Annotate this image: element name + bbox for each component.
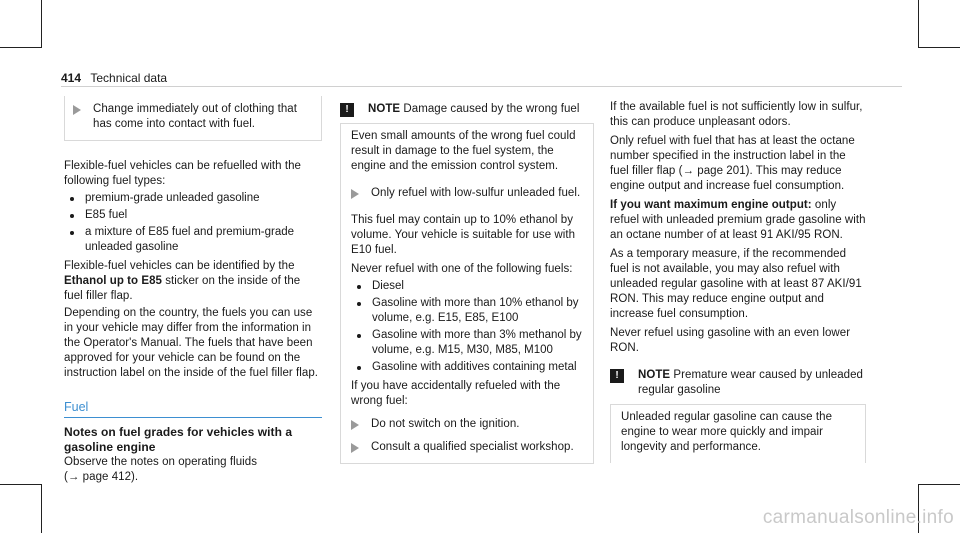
accidental-paragraph: If you have accidentally refueled with the wrong fuel:	[351, 380, 561, 407]
note-label: NOTE	[368, 103, 401, 115]
instruction-arrow-icon	[73, 105, 81, 115]
forbidden-fuel-list	[351, 279, 583, 375]
notes-heading: Notes on fuel grades for vehicles with a gasoline engine	[64, 425, 293, 454]
page-number: 414	[61, 71, 82, 85]
watermark: carmanualsonline.info	[762, 507, 954, 528]
list-item: a mixture of E85 fuel and premium-grade unleaded gasoline	[64, 225, 322, 255]
section-heading: Fuel	[64, 400, 322, 418]
note-label: NOTE	[638, 369, 671, 381]
bullet-icon	[357, 285, 361, 289]
note-header	[340, 100, 594, 123]
column-2	[340, 100, 594, 464]
sticker-label: Ethanol up to E85	[64, 275, 162, 287]
list-item: Gasoline with additives containing metal	[351, 360, 583, 375]
instruction-arrow-icon	[351, 189, 359, 199]
instruction-step	[351, 417, 583, 432]
temporary-paragraph: As a temporary measure, if the recommended fuel is not available, you may also refuel with unleaded regular gasoline with at least 87 AKI/91 RON. This may reduce engine output and increase fuel consumption.	[610, 248, 862, 320]
insufficient-sulfur-paragraph: If the available fuel is not sufficiently low in sulfur, this can produce unpleasant odors.	[610, 101, 863, 128]
list-item: premium-grade unleaded gasoline	[64, 191, 322, 206]
note-header	[610, 366, 866, 404]
note-title: Damage caused by the wrong fuel	[403, 103, 580, 115]
bullet-icon	[70, 231, 74, 235]
depending-country-paragraph: Depending on the country, the fuels you can use in your vehicle may differ from the information in the Operator's Manual. The fuels that have been approved for your vehicle can be found on the instruction label on the inside of the fuel filler flap.	[64, 307, 319, 379]
max-output-paragraph: If you want maximum engine output: only refuel with unleaded premium grade gasoline with an octane number of at least 91 AKI/95 RON.	[610, 199, 866, 241]
list-item: Gasoline with more than 10% ethanol by volume, e.g. E15, E85, E100	[351, 296, 583, 326]
never-lower-paragraph: Never refuel using gasoline with an even lower RON.	[610, 327, 851, 354]
never-refuel-intro: Never refuel with one of the following fuels:	[351, 263, 573, 275]
crop-mark	[918, 0, 919, 48]
only-refuel-paragraph: Only refuel with fuel that has at least the octane number specified in the instruction label in the fuel filler flap (→ page 201). This may reduce engine output and increase fuel consumption.	[610, 135, 855, 192]
note-body: Unleaded regular gasoline can cause the engine to wear more quickly and impair longevity and performance.	[621, 411, 833, 453]
crop-mark	[41, 0, 42, 48]
instruction-text: Consult a qualified specialist workshop.	[371, 441, 574, 453]
column-3	[610, 100, 866, 463]
identify-paragraph: Flexible-fuel vehicles can be identified by the Ethanol up to E85 sticker on the inside of the fuel filler flap.	[64, 260, 301, 302]
page-header	[61, 71, 167, 85]
note-box	[610, 404, 866, 463]
bullet-icon	[70, 214, 74, 218]
crop-mark	[918, 47, 960, 48]
crop-mark	[918, 484, 960, 485]
instruction-text: Change immediately out of clothing that has come into contact with fuel.	[93, 103, 297, 130]
may-contain-paragraph: This fuel may contain up to 10% ethanol by volume. Your vehicle is suitable for use with E10 fuel.	[351, 214, 576, 256]
section-title: Technical data	[90, 71, 168, 85]
instruction-text: Do not switch on the ignition.	[371, 418, 520, 430]
list-item: Diesel	[351, 279, 583, 294]
crop-mark	[0, 484, 42, 485]
crop-mark	[0, 47, 42, 48]
column-1	[64, 96, 322, 485]
observe-notes: Observe the notes on operating fluids	[64, 456, 257, 468]
flex-fuel-list	[64, 191, 322, 255]
list-item: Gasoline with more than 3% methanol by volume, e.g. M15, M30, M85, M100	[351, 328, 583, 358]
warning-exclamation-icon: !	[340, 103, 354, 117]
instruction-step	[351, 440, 583, 455]
flex-fuel-intro: Flexible-fuel vehicles can be refuelled with the following fuel types:	[64, 160, 301, 187]
bullet-icon	[357, 302, 361, 306]
bullet-icon	[357, 366, 361, 370]
note-body: Even small amounts of the wrong fuel could result in damage to the fuel system, the engine and the emission control system.	[351, 130, 576, 172]
page-reference-link[interactable]: (→ page 412).	[64, 471, 139, 483]
note-box	[340, 123, 594, 464]
crop-mark	[41, 484, 42, 533]
instruction-step	[65, 102, 313, 132]
warning-box-end	[64, 96, 322, 141]
list-item: E85 fuel	[64, 208, 322, 223]
instruction-arrow-icon	[351, 420, 359, 430]
instruction-text: Only refuel with low-sulfur unleaded fuel.	[371, 187, 581, 199]
instruction-step	[351, 186, 583, 201]
instruction-arrow-icon	[351, 443, 359, 453]
warning-exclamation-icon: !	[610, 369, 624, 383]
bullet-icon	[70, 197, 74, 201]
note-title: Premature wear caused by unleaded regular gasoline	[638, 369, 864, 396]
header-rule	[61, 86, 902, 87]
bullet-icon	[357, 334, 361, 338]
